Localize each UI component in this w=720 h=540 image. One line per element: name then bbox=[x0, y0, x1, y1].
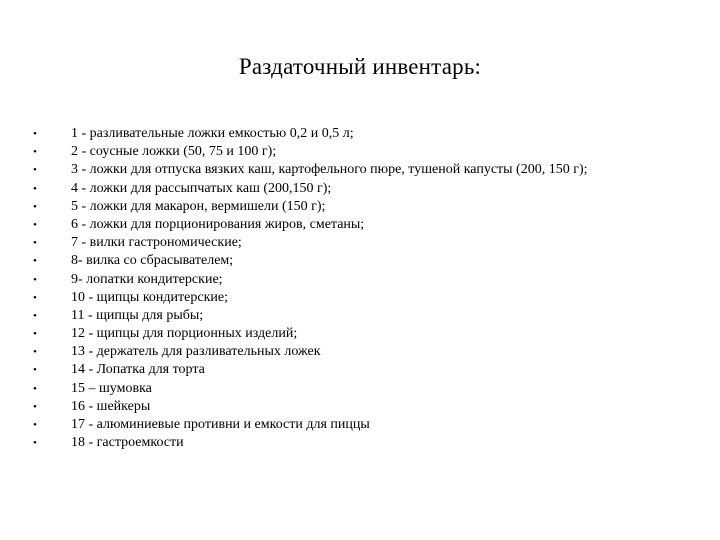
list-item-text: 4 - ложки для рассыпчатых каш (200,150 г); bbox=[71, 180, 332, 196]
list-item-text: 12 - щипцы для порционных изделий; bbox=[71, 326, 298, 342]
bullet-icon: • bbox=[33, 273, 37, 286]
inventory-list bbox=[0, 125, 720, 452]
bullet-icon: • bbox=[33, 291, 37, 304]
bullet-icon: • bbox=[33, 364, 37, 377]
bullet-icon: • bbox=[33, 382, 37, 395]
bullet-icon: • bbox=[33, 346, 37, 359]
list-item bbox=[0, 198, 720, 216]
list-item-text: 16 - шейкеры bbox=[71, 398, 151, 414]
list-item bbox=[0, 180, 720, 198]
list-item bbox=[0, 307, 720, 325]
list-item bbox=[0, 325, 720, 343]
bullet-icon: • bbox=[33, 182, 37, 195]
list-item bbox=[0, 143, 720, 161]
bullet-icon: • bbox=[33, 309, 37, 322]
list-item-text: 11 - щипцы для рыбы; bbox=[71, 307, 204, 323]
list-item-text: 15 – шумовка bbox=[71, 380, 152, 396]
list-item bbox=[0, 216, 720, 234]
list-item-text: 18 - гастроемкости bbox=[71, 435, 184, 451]
list-item-text: 6 - ложки для порционирования жиров, сметаны; bbox=[71, 216, 365, 232]
list-item bbox=[0, 380, 720, 398]
bullet-icon: • bbox=[33, 146, 37, 159]
list-item-text: 3 - ложки для отпуска вязких каш, картофельного пюре, тушеной капусты (200, 150 г); bbox=[71, 162, 588, 178]
bullet-icon: • bbox=[33, 237, 37, 250]
list-item-text: 5 - ложки для макарон, вермишели (150 г); bbox=[71, 198, 326, 214]
list-item-text: 8- вилка со сбрасывателем; bbox=[71, 253, 234, 269]
list-item bbox=[0, 252, 720, 270]
bullet-icon: • bbox=[33, 128, 37, 140]
list-item-text: 9- лопатки кондитерские; bbox=[71, 271, 223, 287]
list-item bbox=[0, 398, 720, 416]
list-item-text: 14 - Лопатка для торта bbox=[71, 362, 205, 378]
bullet-icon: • bbox=[33, 400, 37, 413]
list-item bbox=[0, 361, 720, 379]
list-item-text: 7 - вилки гастрономические; bbox=[71, 235, 242, 251]
list-item-text: 13 - держатель для разливательных ложек bbox=[71, 344, 321, 360]
bullet-icon: • bbox=[33, 200, 37, 213]
list-item bbox=[0, 271, 720, 289]
list-item bbox=[0, 289, 720, 307]
bullet-icon: • bbox=[33, 218, 37, 231]
list-item bbox=[0, 161, 720, 179]
list-item-text: 17 - алюминиевые противни и емкости для пиццы bbox=[71, 417, 370, 432]
list-item bbox=[0, 434, 720, 452]
list-item bbox=[0, 234, 720, 252]
bullet-icon: • bbox=[33, 437, 37, 450]
list-item-text: 1 - разливательные ложки емкостью 0,2 и 0,5 л; bbox=[71, 126, 354, 141]
list-item-text: 2 - соусные ложки (50, 75 и 100 г); bbox=[71, 144, 277, 160]
page-title: Раздаточный инвентарь: bbox=[238, 54, 482, 79]
list-item-text: 10 - щипцы кондитерские; bbox=[71, 289, 228, 305]
bullet-icon: • bbox=[33, 255, 37, 268]
bullet-icon: • bbox=[33, 328, 37, 341]
list-item bbox=[0, 343, 720, 361]
bullet-icon: • bbox=[33, 164, 37, 177]
list-item bbox=[0, 416, 720, 434]
bullet-icon: • bbox=[33, 419, 37, 431]
list-item bbox=[0, 125, 720, 143]
